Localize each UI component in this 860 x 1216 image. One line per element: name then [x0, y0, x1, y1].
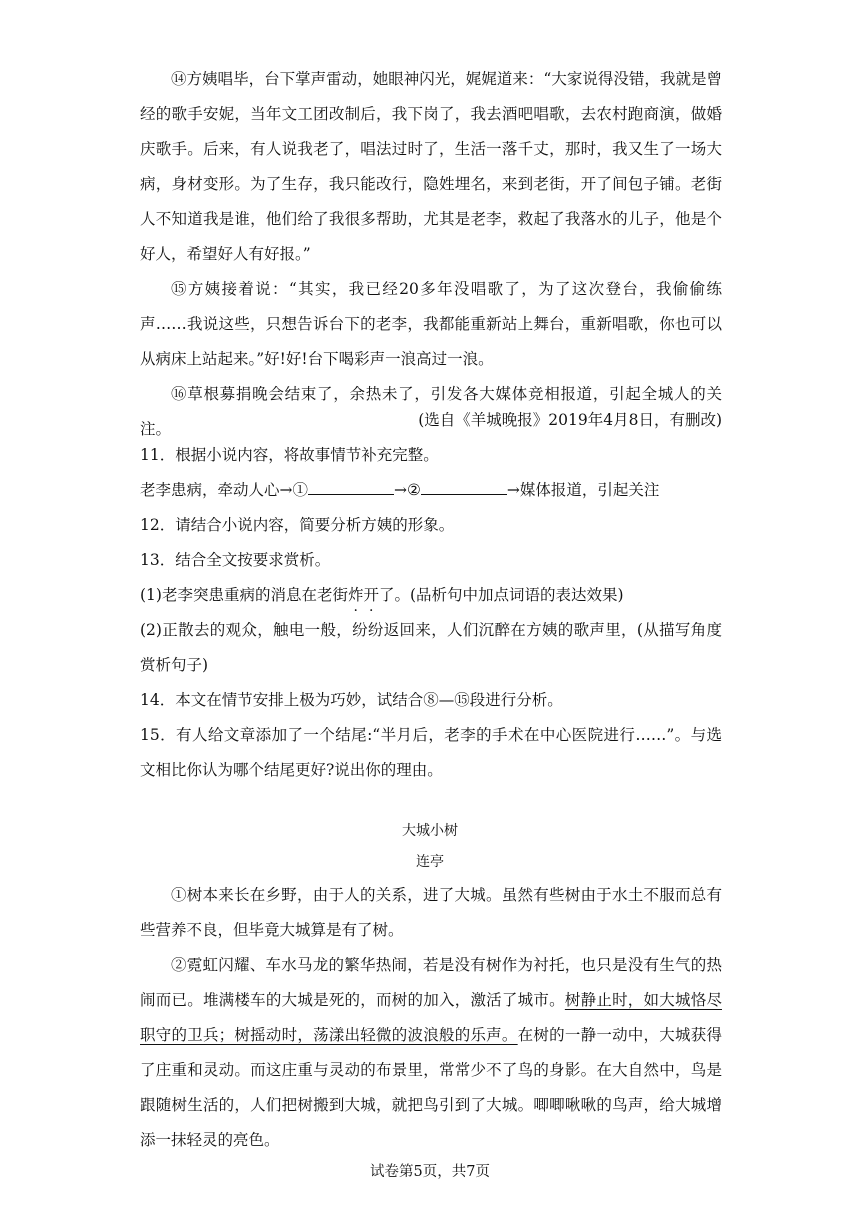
q13-1-text-before: (1)老李突患重病的消息在老街: [140, 586, 348, 604]
question-11-plot-line: [140, 473, 722, 508]
paragraph-16: ⑯草根募捐晚会结束了，余热未了，引发各大媒体竞相报道，引起全城人的关注。: [140, 385, 722, 438]
passage2-author: 连亭: [416, 854, 444, 870]
answer-blank-2[interactable]: [421, 480, 507, 495]
questions-block: [140, 438, 722, 788]
p2-text-before: ②霓虹闪耀、车水马龙的繁华热闹，若是没有树作为衬托，也只是没有生气的热闹而已。堆满楼车的大城是死的，而树的加入，激活了城市。: [140, 956, 722, 1009]
source-citation: (选自《羊城晚报》2019年4月8日，有删改): [418, 411, 722, 429]
emphasis-dot-word-1: 炸: [347, 586, 364, 604]
answer-blank-1[interactable]: [308, 480, 394, 495]
passage2-paragraph-1: ①树本来长在乡野，由于人的关系，进了大城。虽然有些树由于水土不服而总有些营养不良，但毕竟大城算是有了树。: [140, 886, 722, 939]
underlined-sentence: 树静止时，如大城恪尽职守的卫兵；树摇动时，荡漾出轻微的波浪般的乐声。: [140, 991, 722, 1044]
emphasis-dot-word-2: 开: [363, 586, 379, 604]
plot-start: 老李患病，牵动人心→①: [140, 481, 308, 499]
passage2-block: [140, 878, 722, 1158]
passage1-block: [140, 62, 722, 447]
question-12: 12．请结合小说内容，简要分析方姨的形象。: [140, 516, 455, 534]
plot-mid: →②: [394, 481, 421, 499]
p2-text-after: 在树的一静一动中，大城获得了庄重和灵动。而这庄重与灵动的布景里，常常少不了鸟的身影。在大自然中，鸟是跟随树生活的，人们把树搬到大城，就把鸟引到了大城。唧唧啾啾的鸟声，给大城增添一抹轻灵的亮色。: [140, 1026, 722, 1149]
question-14: 14．本文在情节安排上极为巧妙，试结合⑧—⑮段进行分析。: [140, 691, 563, 709]
question-13-1: [140, 578, 722, 613]
page-footer: 试卷第5页，共7页: [370, 1164, 490, 1180]
passage2-paragraph-2: [140, 948, 722, 1158]
question-15: 15．有人给文章添加了一个结尾:“半月后，老李的手术在中心医院进行……”。与选文相比你认为哪个结尾更好?说出你的理由。: [140, 726, 722, 779]
question-11: 11．根据小说内容，将故事情节补充完整。: [140, 446, 439, 464]
paragraph-14: ⑭方姨唱毕，台下掌声雷动，她眼神闪光，娓娓道来：“大家说得没错，我就是曾经的歌手安妮，当年文工团改制后，我下岗了，我去酒吧唱歌，去农村跑商演，做婚庆歌手。后来，有人说我老了，唱法过时了，生活一落千丈，那时，我又生了一场大病，身材变形。为了生存，我只能改行，隐姓埋名，来到老街，开了间包子铺。老街人不知道我是谁，他们给了我很多帮助，尤其是老李，救起了我落水的儿子，他是个好人，希望好人有好报。”: [140, 70, 722, 263]
paragraph-15: ⑮方姨接着说：“其实，我已经20多年没唱歌了，为了这次登台，我偷偷练声……我说这些，只想告诉台下的老李，我都能重新站上舞台，重新唱歌，你也可以从病床上站起来。”好!好!台下喝彩声一浪高过一浪。: [140, 280, 722, 368]
passage2-title: 大城小树: [402, 823, 458, 839]
question-13: 13．结合全文按要求赏析。: [140, 551, 331, 569]
question-13-2: (2)正散去的观众，触电一般，纷纷返回来，人们沉醉在方姨的歌声里，(从描写角度赏析句子): [140, 621, 722, 674]
q13-1-text-after: 了。(品析句中加点词语的表达效果): [379, 586, 624, 604]
plot-end: →媒体报道，引起关注: [506, 481, 660, 499]
